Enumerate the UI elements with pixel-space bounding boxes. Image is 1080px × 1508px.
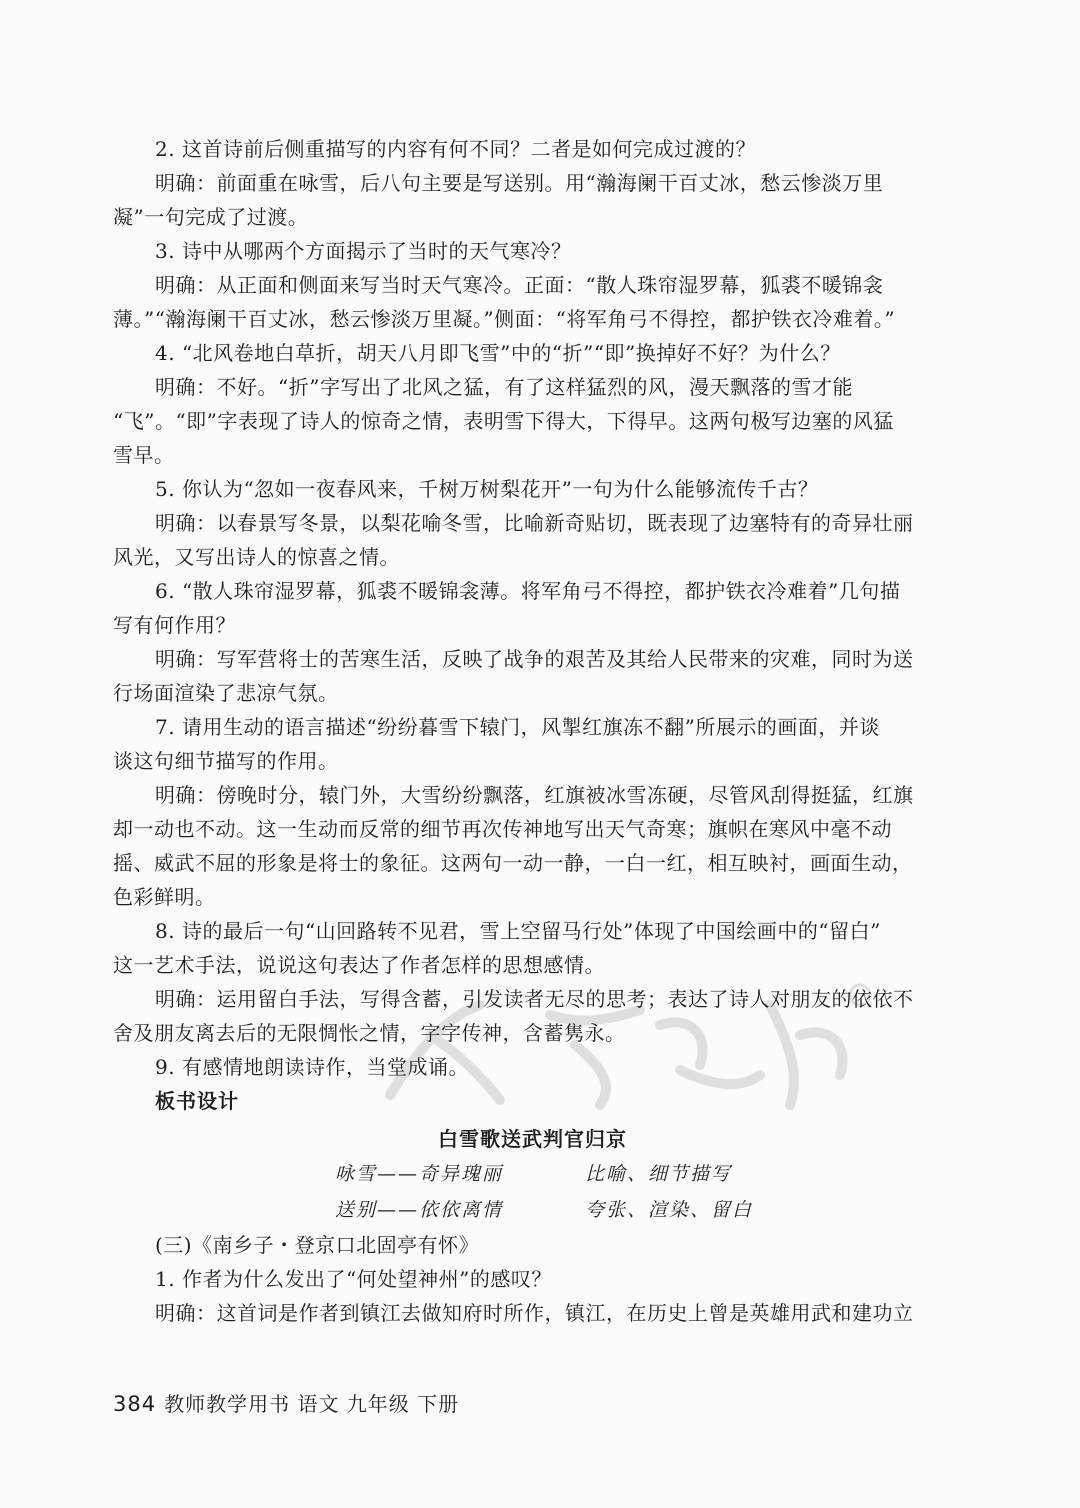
question-line: 5. 你认为“忽如一夜春风来，千树万树梨花开”一句为什么能够流传千古？ [155,477,819,501]
text-line: 写有何作用？ [113,613,236,637]
section-heading: 板书设计 [155,1089,239,1113]
board-row-left: 咏雪——奇异瑰丽 [335,1163,504,1185]
answer-line: 明确：不好。“折”字写出了北风之猛，有了这样猛烈的风，漫天飘落的雪才能 [155,375,853,399]
board-design [113,1122,928,1228]
question-line: 8. 诗的最后一句“山回路转不见君，雪上空留马行处”体现了中国绘画中的“留白” [155,919,881,943]
text-line: 这一艺术手法，说说这句表达了作者怎样的思想感情。 [113,953,605,977]
question-line: 9. 有感情地朗读诗作，当堂成诵。 [155,1055,469,1079]
text-line: 薄。”“瀚海阑干百丈冰，愁云惨淡万里凝。”侧面：“将军角弓不得控，都护铁衣冷难着。” [113,307,896,331]
question-line: 6. “散人珠帘湿罗幕，狐裘不暖锦衾薄。将军角弓不得控，都护铁衣冷难着”几句描 [155,579,901,603]
answer-line: 明确：从正面和侧面来写当时天气寒冷。正面：“散人珠帘湿罗幕，狐裘不暖锦衾 [155,273,884,297]
board-row-right: 夸张、渲染、留白 [585,1199,754,1221]
board-row [113,1192,928,1228]
board-title: 白雪歌送武判官归京 [438,1127,627,1151]
text-line: 舍及朋友离去后的无限惆怅之情，字字传神，含蓄隽永。 [113,1021,626,1045]
answer-line: 明确：运用留白手法，写得含蓄，引发读者无尽的思考；表达了诗人对朋友的依依不 [155,987,914,1011]
board-row-right: 比喻、细节描写 [585,1163,733,1185]
text-line: “飞”。“即”字表现了诗人的惊奇之情，表明雪下得大，下得早。这两句极写边塞的风猛 [113,409,894,433]
board-row [113,1156,928,1192]
question-line: 1. 作者为什么发出了“何处望神州”的感叹？ [155,1267,552,1291]
question-line: 4. “北风卷地白草折，胡天八月即飞雪”中的“折”“即”换掉好不好？为什么？ [155,341,841,365]
page-number: 384 [113,1392,157,1416]
text-line: 色彩鲜明。 [113,885,216,909]
text-line: 行场面渲染了悲凉气氛。 [113,681,339,705]
question-line: 7. 请用生动的语言描述“纷纷暮雪下辕门，风掣红旗冻不翻”所展示的画面，并谈 [155,715,880,739]
question-line: 2. 这首诗前后侧重描写的内容有何不同？二者是如何完成过渡的？ [155,137,756,161]
text-line: 谈这句细节描写的作用。 [113,749,339,773]
text-line: 雪早。 [113,443,175,467]
answer-line: 明确：前面重在咏雪，后八句主要是写送别。用“瀚海阑干百丈冰，愁云惨淡万里 [155,171,884,195]
answer-line: 明确：这首词是作者到镇江去做知府时所作，镇江，在历史上曾是英雄用武和建功立 [155,1301,914,1325]
book-title: 教师教学用书 语文 九年级 下册 [164,1392,460,1416]
body-text-continued [113,1228,928,1330]
text-line: 却一动也不动。这一生动而反常的细节再次传神地写出天气奇寒；旗帜在寒风中毫不动 [113,817,892,841]
page-content [113,132,928,1330]
page-footer [113,1388,459,1417]
question-line: (三)《南乡子・登京口北固亭有怀》 [155,1233,480,1257]
question-line: 3. 诗中从哪两个方面揭示了当时的天气寒冷？ [155,239,572,263]
body-text [113,132,928,1084]
board-row-left: 送别——依依离情 [335,1199,504,1221]
text-line: 凝”一句完成了过渡。 [113,205,309,229]
answer-line: 明确：写军营将士的苦寒生活，反映了战争的艰苦及其给人民带来的灾难，同时为送 [155,647,914,671]
text-line: 摇、威武不屈的形象是将士的象征。这两句一动一静，一白一红，相互映衬，画面生动， [113,851,913,875]
answer-line: 明确：以春景写冬景，以梨花喻冬雪，比喻新奇贴切，既表现了边塞特有的奇异壮丽 [155,511,914,535]
answer-line: 明确：傍晚时分，辕门外，大雪纷纷飘落，红旗被冰雪冻硬，尽管风刮得挺猛，红旗 [155,783,914,807]
text-line: 风光，又写出诗人的惊喜之情。 [113,545,400,569]
